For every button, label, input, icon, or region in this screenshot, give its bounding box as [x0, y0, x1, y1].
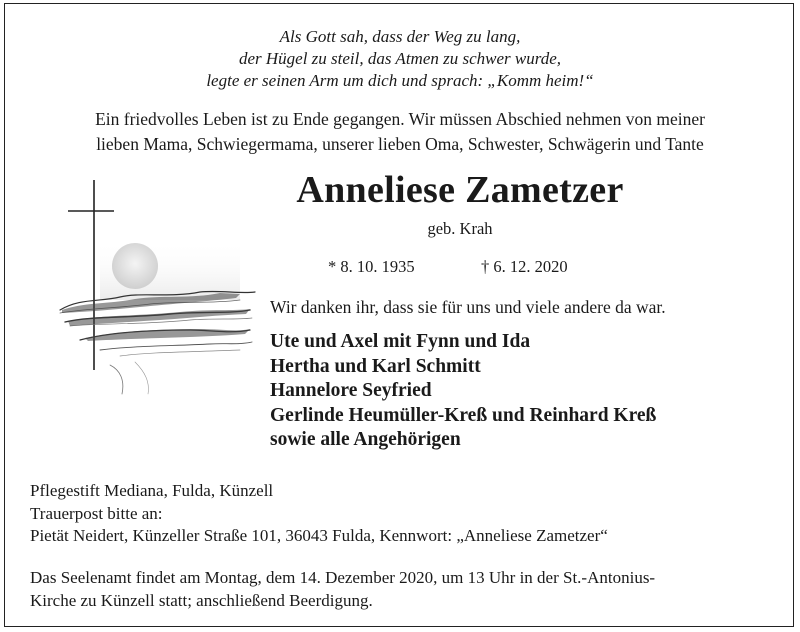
sun-icon [112, 243, 158, 289]
poem [0, 26, 800, 92]
poem-line: Als Gott sah, dass der Weg zu lang, [279, 27, 521, 46]
contact-info [30, 480, 608, 548]
deceased-name: Anneliese Zametzer [296, 169, 624, 211]
thanks-text: Wir danken ihr, dass sie für uns und viele andere da war. [270, 297, 666, 317]
birth-name: geb. Krah [427, 219, 493, 238]
memorial-illustration [40, 180, 270, 400]
service-info [30, 566, 780, 612]
intro-line: Ein friedvolles Leben ist zu Ende gegangen. Wir müssen Abschied nehmen von meiner [95, 109, 705, 129]
mourner: Gerlinde Heumüller-Kreß und Reinhard Kreß [270, 404, 657, 426]
footer-line: Trauerpost bitte an: [30, 503, 163, 523]
intro-line: lieben Mama, Schwiegermama, unserer lieben Oma, Schwester, Schwägerin und Tante [96, 134, 704, 154]
birth-date: * 8. 10. 1935 [328, 257, 415, 276]
footer-line: Pflegestift Mediana, Fulda, Künzell [30, 481, 274, 500]
mourner: Hannelore Seyfried [270, 380, 432, 401]
mourner: Ute und Axel mit Fynn und Ida [270, 331, 531, 352]
service-line: Kirche zu Künzell statt; anschließend Beerdigung. [30, 591, 373, 610]
mourner: Hertha und Karl Schmitt [270, 355, 481, 377]
death-date: † 6. 12. 2020 [481, 257, 568, 276]
footer-line: Pietät Neidert, Künzeller Straße 101, 36043 Fulda, Kennwort: „Anneliese Zametzer“ [30, 526, 608, 545]
poem-line: legte er seinen Arm um dich und sprach: „Komm heim!“ [206, 71, 594, 90]
mourners-list [270, 330, 656, 453]
intro-text [0, 107, 800, 157]
service-line: Das Seelenamt findet am Montag, dem 14. Dezember 2020, um 13 Uhr in der St.-Antonius- [30, 568, 656, 587]
poem-line: der Hügel zu steil, das Atmen zu schwer wurde, [238, 49, 562, 68]
mourner: sowie alle Angehörigen [270, 429, 461, 450]
